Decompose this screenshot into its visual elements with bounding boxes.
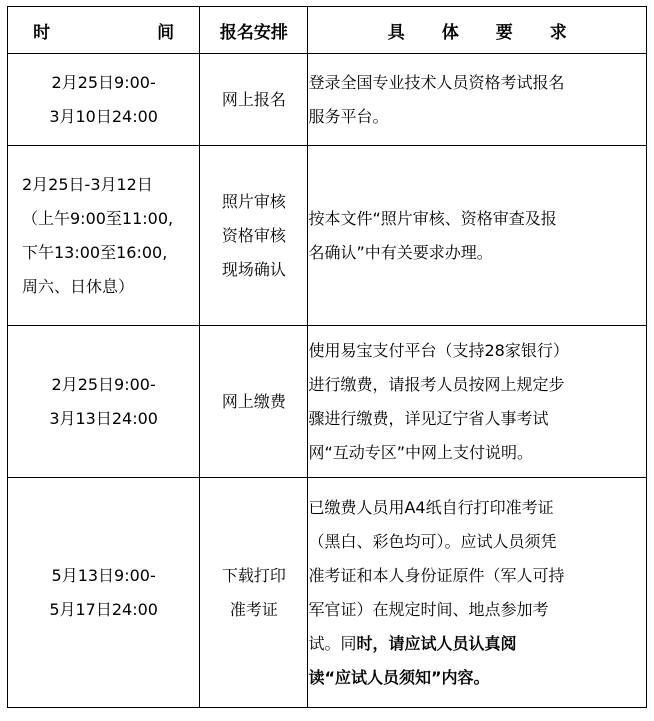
requirement-line: （黑白、彩色均可）。应试人员须凭 [308, 531, 557, 551]
row-time [8, 54, 200, 146]
header-requirements-label: 具 体 要 求 [387, 22, 577, 43]
requirement-line: 网“互动专区”中网上支付说明。 [308, 442, 534, 462]
arrangement-line: 准考证 [229, 599, 278, 619]
row-requirement [308, 478, 647, 708]
table-row [8, 478, 647, 708]
table-row [8, 54, 647, 146]
arrangement-line: 下载打印 [221, 565, 286, 585]
time-line: 5月13日9:00- [51, 565, 156, 585]
exam-schedule-table [7, 6, 647, 708]
time-line: （上午9:00至11:00, [22, 208, 174, 228]
requirement-line: 军官证）在规定时间、地点参加考 [308, 599, 549, 619]
table-row [8, 146, 647, 326]
time-line: 2月25日9:00- [51, 72, 156, 92]
time-line: 5月17日24:00 [49, 599, 158, 619]
row-time [8, 478, 200, 708]
header-arrangement-label: 报名安排 [219, 22, 288, 43]
requirement-line: 按本文件“照片审核、资格审查及报 [308, 208, 557, 228]
requirement-line: 骤进行缴费，详见辽宁省人事考试 [308, 408, 549, 428]
time-line: 2月25日9:00- [51, 374, 156, 394]
requirement-line: 试。同时，请应试人员认真阅 [308, 633, 517, 653]
requirement-line: 使用易宝支付平台（支持28家银行） [308, 340, 569, 360]
requirement-line: 名确认”中有关要求办理。 [308, 242, 493, 262]
header-time [8, 7, 200, 54]
requirement-line: 准考证和本人身份证原件（军人可持 [308, 565, 565, 585]
row-time [8, 326, 200, 478]
time-line: 3月10日24:00 [49, 106, 158, 126]
arrangement-line: 照片审核 [221, 191, 286, 211]
row-arrangement [200, 54, 308, 146]
header-time-label: 时 间 [33, 22, 189, 43]
header-arrangement [200, 7, 308, 54]
arrangement-line: 网上报名 [221, 89, 286, 109]
document-page [0, 6, 654, 721]
requirement-line: 已缴费人员用A4纸自行打印准考证 [308, 497, 554, 517]
row-arrangement [200, 326, 308, 478]
row-arrangement [200, 478, 308, 708]
requirement-line: 服务平台。 [308, 106, 389, 126]
requirement-line: 进行缴费，请报考人员按网上规定步 [308, 374, 565, 394]
row-requirement [308, 326, 647, 478]
row-requirement [308, 54, 647, 146]
requirement-line: 读“应试人员须知”内容。 [308, 667, 490, 687]
requirement-line: 登录全国专业技术人员资格考试报名 [308, 72, 565, 92]
arrangement-line: 现场确认 [221, 259, 286, 279]
table-row [8, 326, 647, 478]
arrangement-line: 网上缴费 [221, 391, 286, 411]
arrangement-line: 资格审核 [221, 225, 286, 245]
row-arrangement [200, 146, 308, 326]
time-line: 2月25日-3月12日 [22, 174, 153, 194]
row-requirement [308, 146, 647, 326]
time-line: 周六、日休息） [22, 276, 135, 296]
time-line: 3月13日24:00 [49, 408, 158, 428]
table-header-row [8, 7, 647, 54]
header-requirements [308, 7, 647, 54]
row-time [8, 146, 200, 326]
time-line: 下午13:00至16:00, [22, 242, 168, 262]
